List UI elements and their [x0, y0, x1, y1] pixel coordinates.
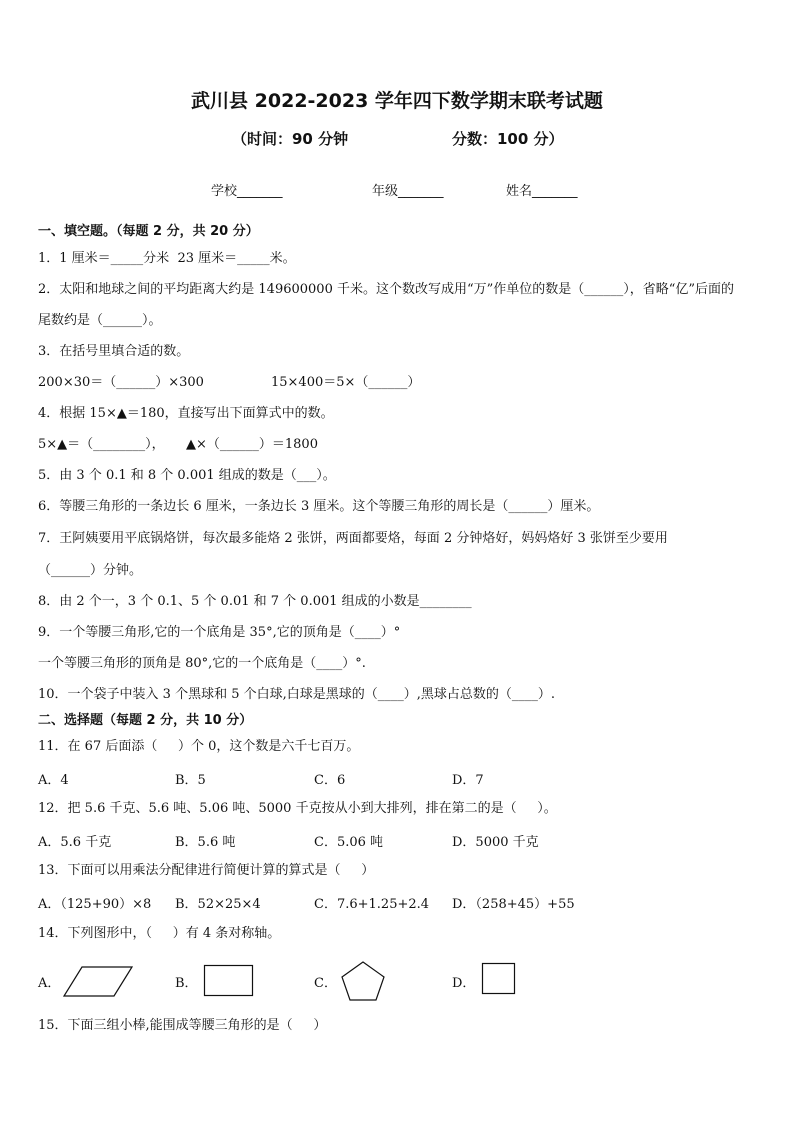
question-7-line1: 7．王阿姨要用平底锅烙饼，每次最多能烙 2 张饼，两面都要烙，每面 2 分钟烙好，妈妈烙好 3 张饼至少要用	[38, 531, 668, 546]
q11-option-a: A．4	[38, 773, 69, 788]
question-10: 10．一个袋子中装入 3 个黑球和 5 个白球,白球是黑球的（____）,黑球占总数的（____）.	[38, 687, 556, 702]
pentagon-shape	[340, 960, 386, 1002]
question-7-line2: （______）分钟。	[38, 563, 143, 578]
q12-option-d: D．5000 千克	[452, 835, 539, 850]
q12-option-b: B．5.6 吨	[175, 835, 236, 850]
q13-option-a: A．（125+90）×8	[38, 897, 152, 912]
q14-option-a: A．	[38, 976, 61, 991]
q13-option-d: D．（258+45）+55	[452, 897, 575, 912]
q11-option-b: B．5	[175, 773, 206, 788]
q14-option-d: D．	[452, 976, 476, 991]
square-shape	[481, 962, 517, 996]
question-2-line2: 尾数约是（______）。	[38, 313, 162, 328]
grade-field: 年级_______	[372, 184, 444, 199]
section2-heading: 二、选择题（每题 2 分，共 10 分）	[38, 713, 253, 728]
exam-score: 分数：100 分）	[452, 130, 564, 148]
question-4b: ▲×（______）＝1800	[186, 437, 318, 452]
q12-option-c: C．5.06 吨	[314, 835, 384, 850]
rectangle-shape	[203, 964, 255, 998]
question-3a: 200×30＝（______）×300	[38, 375, 204, 390]
question-1: 1．1 厘米＝_____分米 23 厘米＝_____米。	[38, 251, 296, 266]
question-5: 5．由 3 个 0.1 和 8 个 0.001 组成的数是（___）。	[38, 468, 336, 483]
question-13: 13．下面可以用乘法分配律进行简便计算的算式是（ ）	[38, 863, 375, 878]
parallelogram-shape	[62, 965, 134, 999]
question-3: 3．在括号里填合适的数。	[38, 344, 190, 359]
q14-option-b: B．	[175, 976, 198, 991]
section1-heading: 一、填空题。（每题 2 分，共 20 分）	[38, 224, 259, 239]
school-field: 学校_______	[211, 184, 283, 199]
q11-option-d: D．7	[452, 773, 484, 788]
q11-option-c: C．6	[314, 773, 346, 788]
question-4: 4．根据 15×▲＝180，直接写出下面算式中的数。	[38, 406, 334, 421]
question-15: 15．下面三组小棒,能围成等腰三角形的是（ ）	[38, 1018, 327, 1033]
question-9-line2: 一个等腰三角形的顶角是 80°,它的一个底角是（____）°.	[38, 656, 366, 671]
q13-option-c: C．7.6+1.25+2.4	[314, 897, 430, 912]
question-4a: 5×▲＝（________），	[38, 437, 165, 452]
question-6: 6．等腰三角形的一条边长 6 厘米，一条边长 3 厘米。这个等腰三角形的周长是（______）厘米。	[38, 499, 600, 514]
exam-title: 武川县 2022-2023 学年四下数学期末联考试题	[191, 90, 603, 112]
question-11: 11．在 67 后面添（ ）个 0，这个数是六千七百万。	[38, 739, 360, 754]
question-14: 14．下列图形中，（ ）有 4 条对称轴。	[38, 926, 281, 941]
question-2-line1: 2．太阳和地球之间的平均距离大约是 149600000 千米。这个数改写成用“万”作单位的数是（______），省略“亿”后面的	[38, 282, 735, 297]
q14-option-c: C．	[314, 976, 337, 991]
exam-time: （时间：90 分钟	[232, 130, 349, 148]
question-3b: 15×400＝5×（______）	[271, 375, 421, 390]
question-9-line1: 9．一个等腰三角形,它的一个底角是 35°,它的顶角是（____）°	[38, 625, 401, 640]
question-12: 12．把 5.6 千克、5.6 吨、5.06 吨、5000 千克按从小到大排列，排在第二的是（ ）。	[38, 801, 557, 816]
question-8: 8．由 2 个一，3 个 0.1、5 个 0.01 和 7 个 0.001 组成的小数是________	[38, 594, 472, 609]
q12-option-a: A．5.6 千克	[38, 835, 112, 850]
q13-option-b: B．52×25×4	[175, 897, 261, 912]
name-field: 姓名_______	[506, 184, 578, 199]
